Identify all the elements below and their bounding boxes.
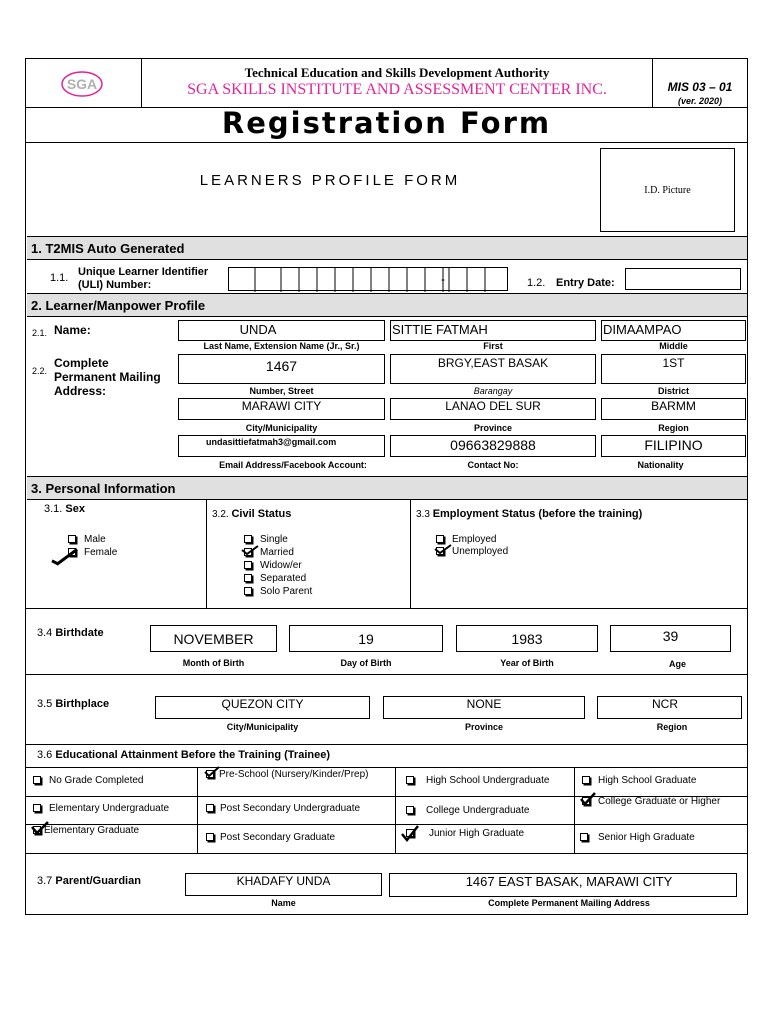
college-grad-check-mark (579, 791, 597, 812)
sex-option-female[interactable]: Female (68, 547, 117, 558)
solo-parent-checkbox[interactable] (244, 587, 252, 595)
edu-col-line-1 (197, 768, 198, 853)
subtitle: LEARNERS PROFILE FORM (199, 172, 461, 189)
age-value: 39 (662, 628, 679, 644)
middle-name-caption: Middle (659, 341, 688, 351)
widower-checkbox[interactable] (244, 561, 252, 569)
form-version: (ver. 2020) (677, 96, 723, 106)
birth-month-value: NOVEMBER (173, 631, 254, 647)
number-street-value: 1467 (265, 358, 298, 374)
uli-cell-dividers (229, 268, 509, 292)
parent-name-value: KHADAFY UNDA (236, 874, 331, 888)
edu-college-grad[interactable]: College Graduate or Higher (582, 796, 720, 807)
edu-pre-school[interactable]: Pre-School (Nursery/Kinder/Prep) (206, 769, 369, 780)
city-value: MARAWI CITY (241, 399, 322, 413)
edu-hs-undergrad-checkbox[interactable] (406, 776, 414, 784)
civil-status-label: 3.2. Civil Status (212, 508, 292, 520)
edu-hs-undergrad[interactable]: High School Undergraduate (406, 775, 549, 786)
region-value: BARMM (651, 399, 696, 413)
edu-shs-grad[interactable]: Senior High Graduate (580, 832, 695, 843)
last-name-value: UNDA (239, 322, 277, 337)
parent-address-caption: Complete Permanent Mailing Address (488, 898, 650, 908)
edu-post-sec-grad[interactable]: Post Secondary Graduate (206, 832, 335, 843)
civil-option-solo-parent[interactable]: Solo Parent (244, 586, 312, 597)
month-caption: Month of Birth (182, 658, 245, 668)
status-bottom-line (25, 608, 748, 609)
institute-name: SGA SKILLS INSTITUTE AND ASSESSMENT CENTER INC. (187, 81, 607, 98)
edu-hs-grad[interactable]: High School Graduate (582, 775, 696, 786)
number-street-caption: Number, Street (249, 386, 314, 396)
contact-value: 09663829888 (450, 437, 536, 453)
birthdate-label: 3.4 Birthdate (37, 627, 104, 639)
status-divider-2 (410, 500, 411, 608)
section-1-heading: 1. T2MIS Auto Generated (27, 236, 747, 260)
day-caption: Day of Birth (340, 658, 392, 668)
birthplace-city-caption: City/Municipality (226, 722, 299, 732)
uli-boxes[interactable] (228, 267, 508, 291)
edu-elem-undergrad-checkbox[interactable] (33, 804, 41, 812)
birth-year-value: 1983 (511, 631, 543, 647)
birthplace-region-value: NCR (652, 697, 678, 711)
married-check-mark (240, 543, 260, 562)
address-num: 2.2. (32, 366, 48, 376)
first-name-caption: First (483, 341, 503, 351)
parent-address-value: 1467 EAST BASAK, MARAWI CITY (465, 874, 673, 889)
birth-day-value: 19 (358, 631, 374, 647)
agency-name: Technical Education and Skills Development Authority (244, 65, 550, 80)
birthplace-label: 3.5 Birthplace (37, 698, 110, 710)
last-name-caption: Last Name, Extension Name (Jr., Sr.) (203, 341, 360, 351)
parent-name-caption: Name (271, 898, 296, 908)
employment-label: 3.3 Employment Status (before the training) (416, 508, 643, 520)
civil-option-single[interactable]: Single (244, 534, 288, 545)
edu-post-sec-undergrad[interactable]: Post Secondary Undergraduate (206, 803, 360, 814)
edu-college-undergrad-checkbox[interactable] (406, 806, 414, 814)
province-value: LANAO DEL SUR (445, 399, 541, 413)
education-label: 3.6 Educational Attainment Before the Training (Trainee) (37, 749, 330, 761)
first-name-value: SITTIE FATMAH (392, 322, 488, 337)
district-value: 1ST (662, 356, 685, 370)
logo-text: SGA (66, 76, 98, 92)
uli-number: 1.1. (50, 272, 69, 284)
entry-number: 1.2. (527, 277, 546, 289)
sex-label: 3.1. Sex (44, 503, 85, 515)
birthdate-bottom-line (25, 674, 748, 675)
email-caption: Email Address/Facebook Account: (219, 460, 367, 470)
birthplace-city-value: QUEZON CITY (221, 697, 304, 711)
entry-label: Entry Date: (556, 277, 615, 289)
unemployed-check-mark (433, 542, 453, 561)
sex-option-male[interactable]: Male (68, 534, 106, 545)
edu-no-grade-checkbox[interactable] (33, 776, 41, 784)
edu-post-sec-grad-checkbox[interactable] (206, 833, 214, 841)
form-code: MIS 03 – 01 (667, 80, 733, 94)
emp-option-employed[interactable]: Employed (436, 534, 496, 545)
separated-checkbox[interactable] (244, 574, 252, 582)
region-caption: Region (658, 423, 689, 433)
barangay-caption: Barangay (473, 386, 513, 396)
edu-shs-grad-checkbox[interactable] (580, 833, 588, 841)
middle-name-value: DIMAAMPAO (603, 322, 682, 337)
section-2-heading: 2. Learner/Manpower Profile (27, 293, 747, 317)
status-divider-1 (206, 500, 207, 608)
nationality-caption: Nationality (637, 460, 684, 470)
page-title: Registration Form (221, 106, 552, 140)
civil-option-married[interactable]: Married (244, 547, 294, 558)
edu-jhs-grad[interactable]: Junior High Graduate (406, 828, 524, 839)
name-label: Name: (54, 323, 91, 337)
uli-label-1: Unique Learner Identifier (78, 266, 209, 278)
civil-option-widower[interactable]: Widow/er (244, 560, 302, 571)
edu-college-undergrad[interactable]: College Undergraduate (406, 805, 529, 816)
name-num: 2.1. (32, 328, 48, 338)
edu-elem-undergrad[interactable]: Elementary Undergraduate (33, 803, 169, 814)
parent-label: 3.7 Parent/Guardian (37, 875, 141, 887)
city-caption: City/Municipality (245, 423, 318, 433)
age-caption: Age (668, 659, 686, 669)
edu-col-line-3 (574, 768, 575, 853)
edu-elem-grad[interactable]: Elementary Graduate (33, 825, 139, 836)
contact-caption: Contact No: (467, 460, 519, 470)
edu-hs-grad-checkbox[interactable] (582, 776, 590, 784)
pre-school-check-mark (203, 765, 221, 784)
id-picture-label: I.D. Picture (644, 185, 691, 196)
logo (58, 68, 106, 100)
section-3-heading: 3. Personal Information (27, 476, 747, 500)
elem-grad-check-mark (30, 820, 50, 841)
email-value: undasittiefatmah3@gmail.com (206, 437, 337, 447)
civil-option-separated[interactable]: Separated (244, 573, 306, 584)
year-caption: Year of Birth (500, 658, 554, 668)
male-checkbox[interactable] (68, 535, 76, 543)
uli-label-2: (ULI) Number: (78, 279, 152, 291)
jhs-grad-check-mark (400, 824, 420, 847)
barangay-value: BRGY,EAST BASAK (437, 356, 549, 370)
nationality-value: FILIPINO (644, 437, 703, 453)
birthplace-bottom-line (25, 744, 748, 745)
district-caption: District (657, 386, 689, 396)
uli-dash: - (441, 272, 445, 286)
birthplace-province-value: NONE (466, 697, 502, 711)
birthplace-region-caption: Region (656, 722, 688, 732)
uli-input[interactable] (228, 267, 508, 291)
edu-no-grade[interactable]: No Grade Completed (33, 775, 144, 786)
birthplace-province-caption: Province (464, 722, 504, 732)
entry-date-input[interactable] (625, 268, 741, 290)
province-caption: Province (473, 423, 513, 433)
title-divider (25, 142, 748, 143)
address-label-1: Complete (54, 356, 109, 370)
address-label-2: Permanent Mailing (54, 370, 161, 384)
edu-post-sec-undergrad-checkbox[interactable] (206, 804, 214, 812)
edu-col-line-2 (395, 768, 396, 853)
address-label-3: Address: (54, 384, 107, 398)
emp-option-unemployed[interactable]: Unemployed (436, 546, 508, 557)
